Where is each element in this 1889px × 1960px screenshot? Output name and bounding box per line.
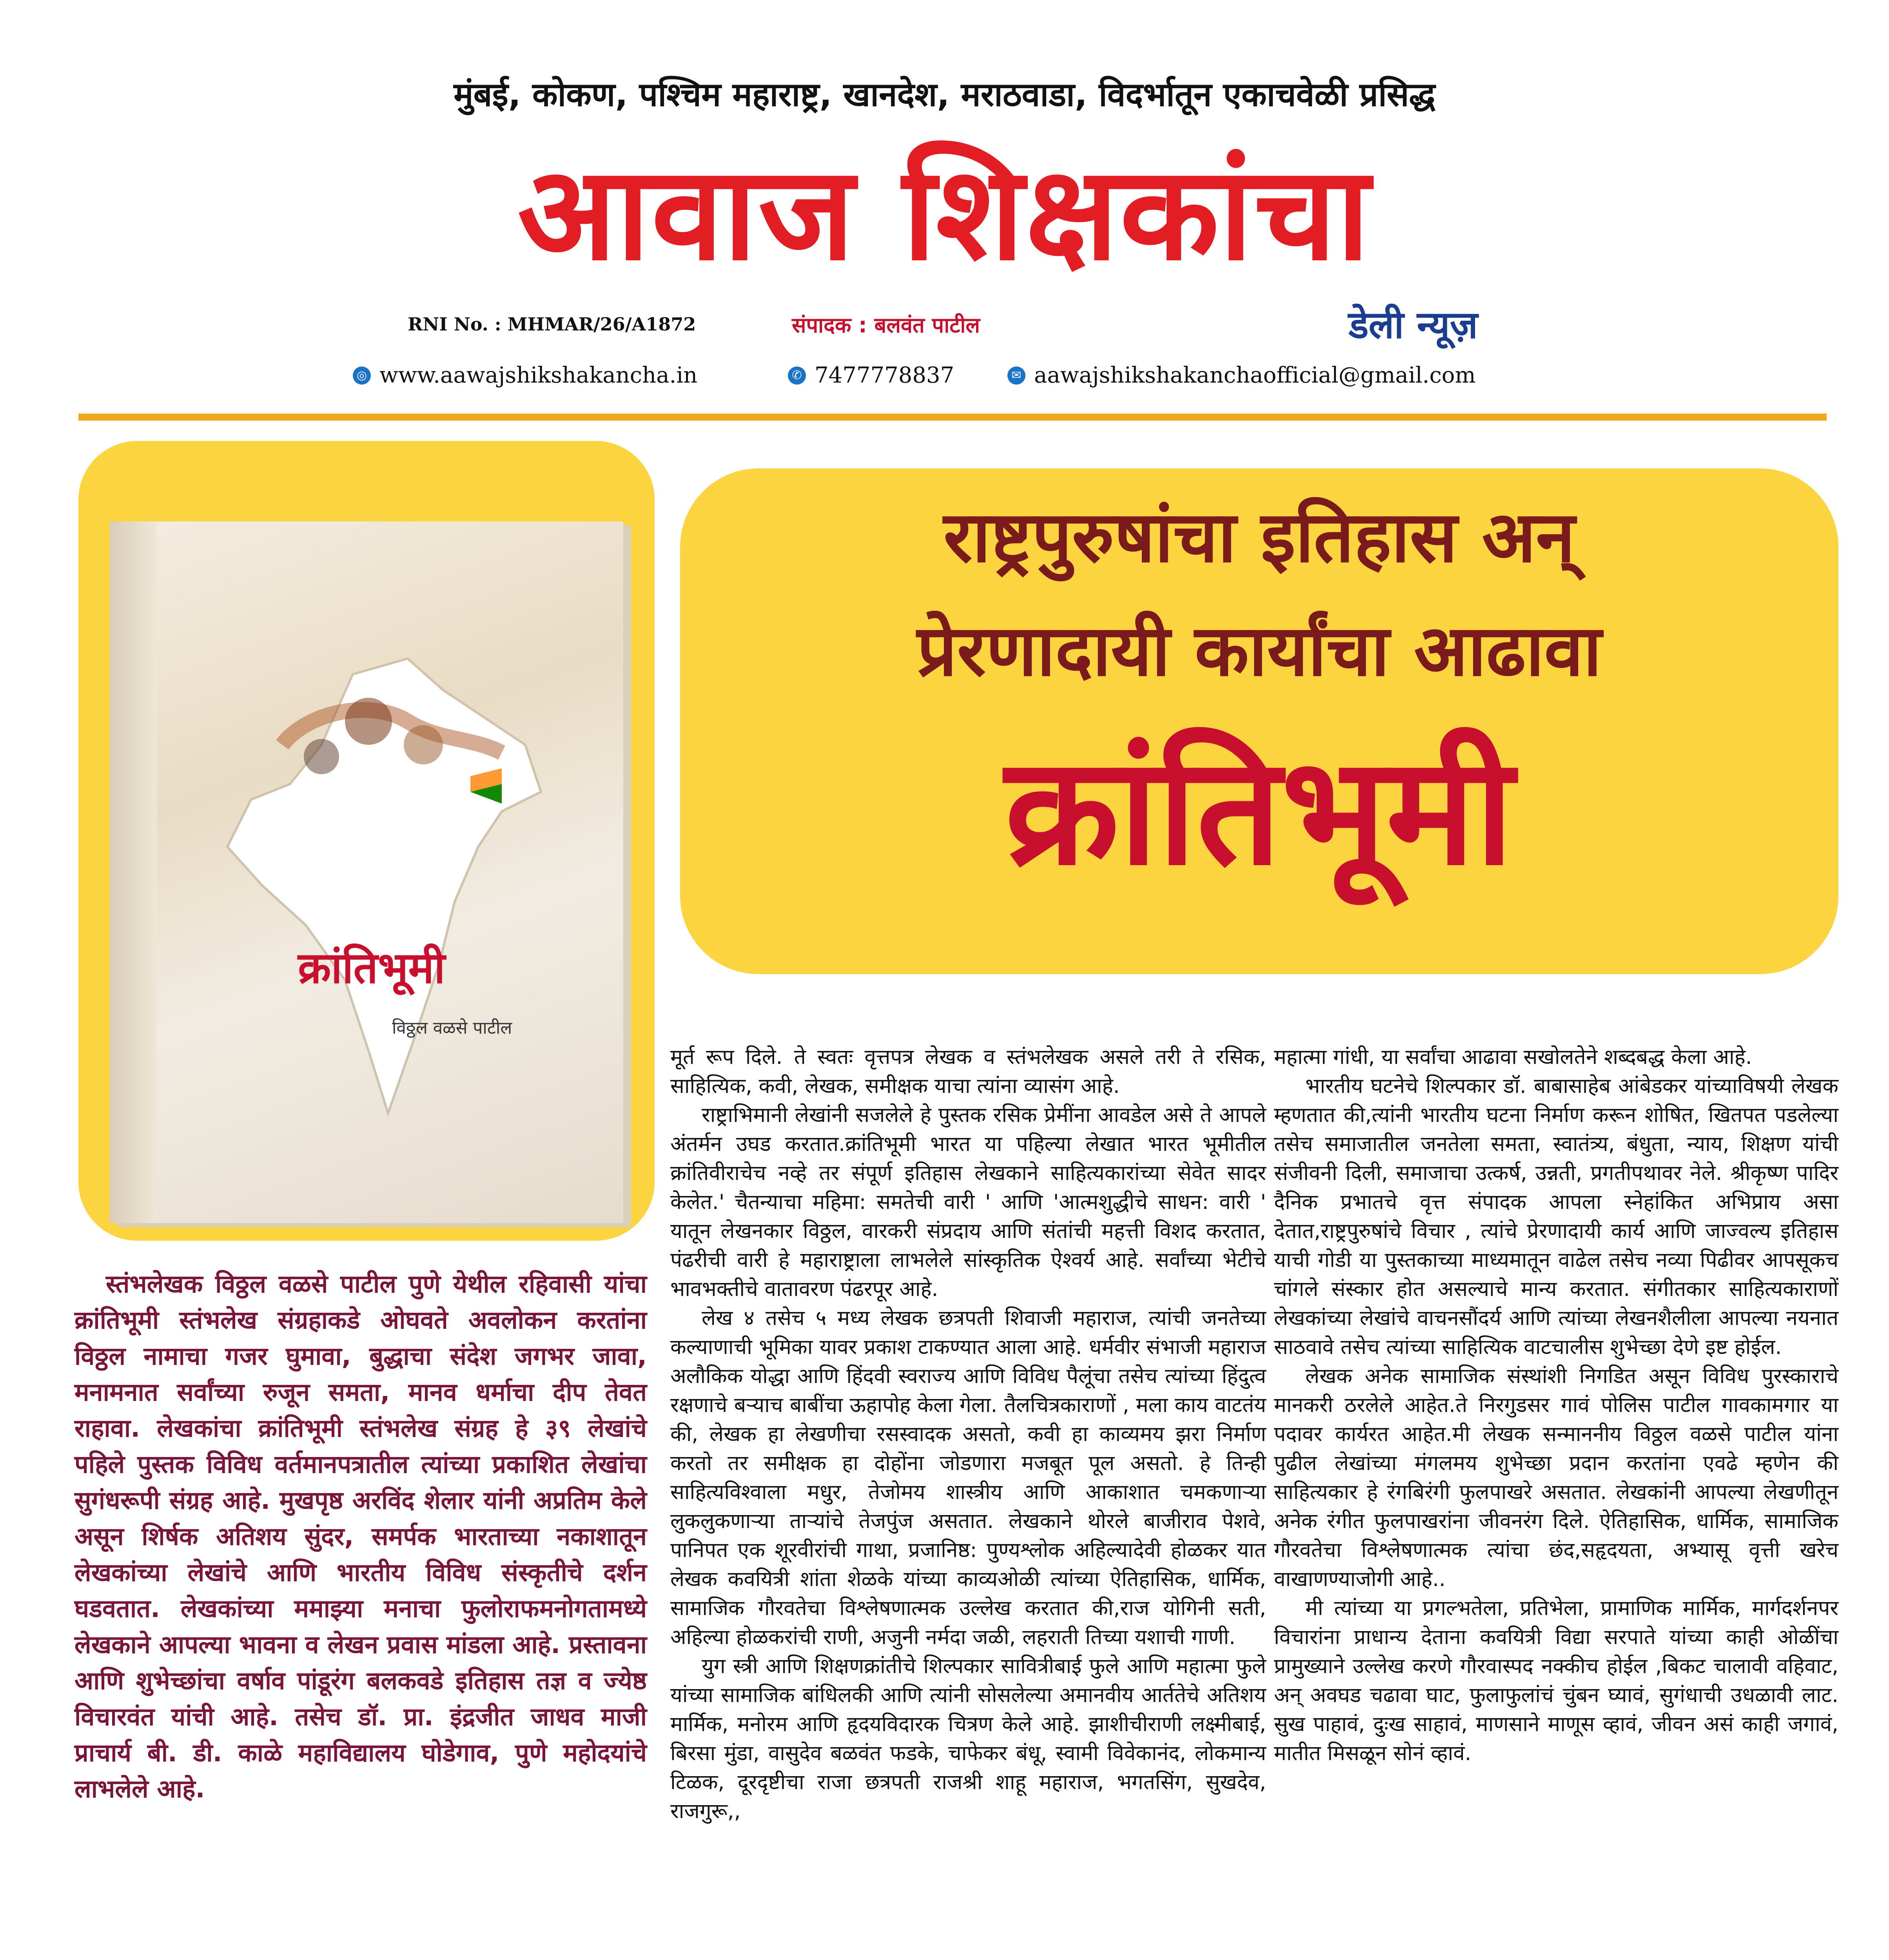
header-divider xyxy=(78,414,1827,421)
mail-icon: ✉ xyxy=(1007,367,1025,385)
website-text: www.aawajshikshakancha.in xyxy=(379,363,698,388)
article-intro xyxy=(74,1266,647,1807)
contact-website[interactable] xyxy=(353,363,697,388)
book-spine xyxy=(110,521,157,1223)
masthead-tagline: मुंबई, कोकण, पश्चिम महाराष्ट्र, खानदेश, मराठवाडा, विदर्भातून एकाचवेळी प्रसिद्ध xyxy=(454,75,1435,114)
india-map-illustration xyxy=(204,627,557,1168)
book-author: विठ्ठल वळसे पाटील xyxy=(392,1018,512,1038)
headline-line-1: राष्ट्रपुरुषांचा इतिहास अन् xyxy=(943,496,1575,578)
paragraph: महात्मा गांधी, या सर्वांचा आढावा सखोलतेने शब्दबद्ध केला आहे. xyxy=(1274,1045,1752,1069)
email-text: aawajshikshakanchaofficial@gmail.com xyxy=(1034,363,1476,388)
contact-phone[interactable] xyxy=(788,363,954,388)
rni-number: RNI No. : MHMAR/26/A1872 xyxy=(408,314,696,335)
headline-book-name: क्रांतिभूमी xyxy=(1005,724,1514,898)
paragraph: लेखक अनेक सामाजिक संस्थांशी निगडित असून विविध पुरस्काराचे मानकरी ठरलेले आहेत.ते निरगुडसर गावं पोलिस पाटील गावकामगार या पदावर कार्यरत आहेत.मी लेखक सन्माननीय विठ्ठल वळसे पाटील यांना पुढील लेखांच्या मंगलमय शुभेच्छा प्रदान करतांना एवढे म्हणेन की साहित्यकार हे रंगबिरंगी फुलपाखरे असतात. लेखकांनी आपल्या लेखणीतून अनेक रंगीत फुलपाखरांना जीवनरंग दिले. ऐतिहासिक, धार्मिक, सामाजिक गौरवतेचा विश्लेषणात्मक त्यांचा छंद,सहृदयता, अभ्यासू वृत्ती खरेच वाखाणण्याजोगी आहे.. xyxy=(1274,1364,1838,1591)
daily-news-label: डेली न्यूज़ xyxy=(1348,303,1478,347)
paragraph: मी त्यांच्या या प्रगल्भतेला, प्रतिभेला, प्रामाणिक मार्मिक, मार्गदर्शनपर विचारांना प्राधान्य देताना कवयित्री विद्या सरपाते यांच्या काही ओळींचा प्रामुख्याने उल्लेख करणे गौरवास्पद नक्कीच होईल ,बिकट चालावी वहिवाट, अन् अवघड चढावा घाट, फुलाफुलांचं चुंबन घ्यावं, सुगंधाची उधळावी लाट. सुख पाहावं, दुःख साहावं, माणसाने माणूस व्हावं, जीवन असं काही जगावं, मातीत मिसळून सोनं व्हावं. xyxy=(1274,1596,1838,1765)
headline-line-2: प्रेरणादायी कार्यांचा आढावा xyxy=(917,610,1602,692)
paragraph: भारतीय घटनेचे शिल्पकार डॉ. बाबासाहेब आंबेडकर यांच्याविषयी लेखक म्हणतात की,त्यांनी भारतीय घटना निर्माण करून शोषित, खितपत पडलेल्या तसेच समाजातील जनतेला समता, स्वातंत्र्य, बंधुता, न्याय, शिक्षण यांची संजीवनी दिली, समाजाचा उत्कर्ष, उन्नती, प्रगतीपथावर नेले. श्रीकृष्ण पादिर दैनिक प्रभातचे वृत्त संपादक आपला स्नेहांकित अभिप्राय असा देतात,राष्ट्रपुरुषांचे विचार , त्यांचे प्रेरणादायी कार्य आणि जाज्वल्य इतिहास याची गोडी या पुस्तकाच्या माध्यमातून वाढेल तसेच नव्या पिढीवर आपसूकच चांगले संस्कार होत असल्याचे मान्य करतात. संगीतकार साहित्यकाराणों लेखकांच्या लेखांचे वाचनसौंदर्य आणि त्यांच्या लेखनशैलीला आपल्या नयनात साठवावे तसेच त्यांच्या साहित्यिक वाटचालीस शुभेच्छा देणे इष्ट होईल. xyxy=(1274,1074,1838,1359)
newspaper-title: आवाज शिक्षकांचा xyxy=(517,138,1372,289)
article-column-2 xyxy=(670,1043,1266,1826)
paragraph: राष्ट्राभिमानी लेखांनी सजलेले हे पुस्तक रसिक प्रेमींना आवडेल असे ते आपले अंतर्मन उघड करतात.क्रांतिभूमी भारत या पहिल्या लेखात भारत भूमीतील क्रांतिवीराचेच नव्हे तर संपूर्ण इतिहास लेखकाने साहित्यकारांच्या सेवेत सादर केलेत.' चैतन्याचा महिमा: समतेची वारी ' आणि 'आत्मशुद्धीचे साधन: वारी ' यातून लेखनकार विठ्ठल, वारकरी संप्रदाय आणि संतांची महत्ती विशद करतात, पंढरीची वारी हे महाराष्ट्राला लाभलेले सांस्कृतिक ऐश्वर्य आहे. सर्वांच्या भेटीचे भावभक्तीचे वातावरण पंढरपूर आहे. xyxy=(670,1103,1266,1301)
paragraph: मूर्त रूप दिले. ते स्वतः वृत्तपत्र लेखक व स्तंभलेखक असले तरी ते रसिक, साहित्यिक, कवी, लेखक, समीक्षक याचा त्यांना व्यासंग आहे. xyxy=(670,1045,1266,1098)
editor-credit: संपादक : बलवंत पाटील xyxy=(792,313,980,338)
contact-email[interactable] xyxy=(1007,363,1476,388)
article-column-3 xyxy=(1274,1043,1838,1768)
paragraph: युग स्त्री आणि शिक्षणक्रांतीचे शिल्पकार सावित्रीबाई फुले आणि महात्मा फुले यांच्या सामाजिक बांधिलकी आणि त्यांनी सोसलेल्या अमानवीय आर्ततेचे अतिशय मार्मिक, मनोरम आणि हृदयविदारक चित्रण केले आहे. झाशीचीराणी लक्ष्मीबाई, बिरसा मुंडा, वासुदेव बळवंत फडके, चाफेकर बंधू, स्वामी विवेकानंद, लोकमान्य टिळक, दूरदृष्टीचा राजा छत्रपती राजश्री शाहू महाराज, भगतसिंग, सुखदेव, राजगुरू,, xyxy=(670,1654,1266,1823)
phone-icon: ✆ xyxy=(788,367,806,385)
intro-paragraph: स्तंभलेखक विठ्ठल वळसे पाटील पुणे येथील रहिवासी यांचा क्रांतिभूमी स्तंभलेख संग्रहाकडे ओघवते अवलोकन करतांना विठ्ठल नामाचा गजर घुमावा, बुद्धाचा संदेश जगभर जावा, मनामनात सर्वांच्या रुजून समता, मानव धर्माचा दीप तेवत राहावा. लेखकांचा क्रांतिभूमी स्तंभलेख संग्रह हे ३९ लेखांचे पहिले पुस्तक विविध वर्तमानपत्रातील त्यांच्या प्रकाशित लेखांचा सुगंधरूपी संग्रह आहे. मुखपृष्ठ अरविंद शेलार यांनी अप्रतिम केले असून शिर्षक अतिशय सुंदर, समर्पक भारताच्या नकाशातून लेखकांच्या लेखांचे आणि भारतीय विविध संस्कृतीचे दर्शन घडवतात. लेखकांच्या ममाझ्या मनाचा फुलोराफमनोगतामध्ये लेखकाने आपल्या भावना व लेखन प्रवास मांडला आहे. प्रस्तावना आणि शुभेच्छांचा वर्षाव पांडूरंग बलकवडे इतिहास तज्ञ व ज्येष्ठ विचारवंत यांची आहे. तसेच डॉ. प्रा. इंद्रजीत जाधव माजी प्राचार्य बी. डी. काळे महाविद्यालय घोडेगाव, पुणे महोदयांचे लाभलेले आहे. xyxy=(74,1270,647,1803)
globe-icon: ◎ xyxy=(353,367,371,385)
book-title: क्रांतिभूमी xyxy=(298,943,445,993)
paragraph: लेख ४ तसेच ५ मध्य लेखक छत्रपती शिवाजी महाराज, त्यांची जनतेच्या कल्याणाची भूमिका यावर प्रकाश टाकण्यात आला आहे. धर्मवीर संभाजी महाराज अलौकिक योद्धा आणि हिंदवी स्वराज्य आणि विविध पैलूंचा तसेच त्यांच्या हिंदुत्व रक्षणाचे बऱ्याच बाबींचा ऊहापोह केला गेला. तैलचित्रकाराणों , मला काय वाटतंय की, लेखक हा लेखणीचा रसस्वादक असतो, कवी हा काव्यमय झरा निर्माण करतो तर समीक्षक हा दोहोंना जोडणारा मजबूत पूल असतो. हे तिन्ही साहित्यविश्वाला मधुर, तेजोमय शास्त्रीय आणि आकाशात चमकणाऱ्या लुकलुकणाऱ्या ताऱ्यांचे तेजपुंज असतात. लेखकाने थोरले बाजीराव पेशवे, पानिपत एक शूरवीरांची गाथा, प्रजानिष्ठ: पुण्यश्लोक अहिल्यादेवी होळकर यात लेखक कवयित्री शांता शेळके यांच्या काव्यओळी त्यांच्या ऐतिहासिक, धार्मिक, सामाजिक गौरवतेचा विश्लेषणात्मक उल्लेख करतात की,राज योगिनी सती, अहिल्या होळकरांची राणी, अजुनी नर्मदा जळी, लहराती तिच्या यशाची गाणी. xyxy=(670,1306,1266,1649)
phone-text: 7477778837 xyxy=(815,363,954,388)
